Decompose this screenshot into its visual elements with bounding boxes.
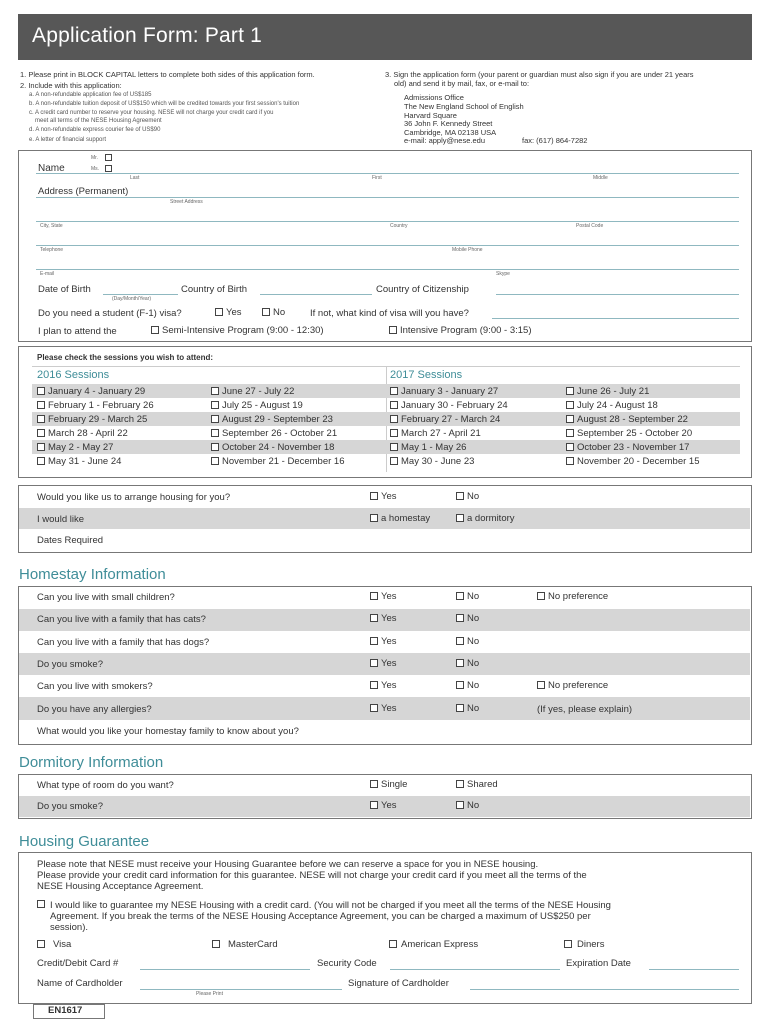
session-checkbox[interactable] — [211, 429, 219, 437]
other-visa-field[interactable] — [492, 318, 739, 319]
homestay-yes-label: Yes — [381, 613, 397, 625]
housing-yes-checkbox[interactable] — [370, 492, 378, 500]
mastercard-option[interactable] — [212, 939, 278, 950]
session-dates-label: January 30 - February 24 — [401, 400, 508, 411]
homestay-question: Can you live with a family that has dogs? — [37, 636, 210, 648]
guarantee-statement-1: I would like to guarantee my NESE Housing with a credit card. (You will not be charged if you meet all the terms of the NESE Housing — [50, 900, 611, 911]
street-address-hint: Street Address — [170, 199, 203, 205]
country-of-birth-label: Country of Birth — [181, 284, 247, 295]
homestay-yes-option[interactable] — [370, 591, 397, 602]
session-dates-label: June 27 - July 22 — [222, 386, 295, 397]
session-option-2017[interactable] — [566, 442, 689, 453]
homestay-question: Can you live with smokers? — [37, 681, 153, 693]
homestay-yes-checkbox[interactable] — [370, 704, 378, 712]
visa-no-checkbox[interactable] — [262, 308, 270, 316]
housing-no-option[interactable] — [456, 491, 479, 502]
homestay-yes-option[interactable] — [370, 613, 397, 624]
shared-room-label: Shared — [467, 779, 498, 790]
intensive-option[interactable] — [389, 325, 531, 336]
homestay-no-checkbox[interactable] — [456, 614, 464, 622]
guarantee-note-3: NESE Housing Acceptance Agreement. — [37, 881, 204, 892]
session-dates-label: January 3 - January 27 — [401, 386, 499, 397]
instruction-2b: b. A non-refundable tuition deposit of US$150 which will be credited towards your first session's tuition — [29, 101, 300, 107]
amex-label: American Express — [401, 939, 479, 950]
session-dates-label: May 31 - June 24 — [48, 456, 122, 467]
homestay-yes-option[interactable] — [370, 658, 397, 669]
citizenship-label: Country of Citizenship — [376, 284, 469, 295]
instruction-3: 3. Sign the application form (your parent or guardian must also sign if you are under 21 years — [385, 70, 694, 79]
session-dates-label: July 25 - August 19 — [222, 400, 303, 411]
dates-required-label: Dates Required — [37, 535, 104, 546]
contact-fax: fax: (617) 864-7282 — [522, 136, 588, 145]
session-option-2017[interactable] — [390, 442, 466, 453]
address-line-5: Cambridge, MA 02138 USA — [404, 128, 497, 137]
session-option-2016[interactable] — [211, 414, 333, 425]
name-field[interactable] — [36, 173, 739, 174]
homestay-yes-checkbox[interactable] — [370, 614, 378, 622]
guarantee-title: Housing Guarantee — [19, 833, 150, 850]
last-name-hint: Last — [130, 175, 140, 181]
session-checkbox[interactable] — [566, 415, 574, 423]
diners-checkbox[interactable] — [564, 940, 572, 948]
session-option-2016[interactable] — [211, 456, 345, 467]
instruction-2a: a. A non-refundable application fee of US$185 — [29, 92, 152, 98]
session-dates-label: July 24 - August 18 — [577, 400, 658, 411]
session-checkbox[interactable] — [37, 429, 45, 437]
session-option-2017[interactable] — [566, 400, 658, 411]
session-dates-label: May 30 - June 23 — [401, 456, 475, 467]
sessions-2017-title: 2017 Sessions — [390, 369, 463, 381]
intensive-label: Intensive Program (9:00 - 3:15) — [400, 325, 532, 336]
visa-no-label: No — [273, 307, 286, 318]
email-skype-field[interactable] — [36, 269, 739, 270]
homestay-option[interactable] — [370, 513, 430, 524]
homestay-no-option[interactable] — [456, 636, 479, 647]
homestay-yes-label: Yes — [381, 702, 397, 714]
form-code: EN1617 — [48, 1005, 83, 1016]
card-number-field[interactable] — [140, 969, 310, 970]
homestay-yes-label: Yes — [381, 635, 397, 647]
session-option-2017[interactable] — [390, 386, 498, 397]
homestay-no-checkbox[interactable] — [456, 659, 464, 667]
homestay-no-preference-checkbox[interactable] — [537, 592, 545, 600]
city-state-hint: City, State — [40, 223, 63, 229]
session-dates-label: February 29 - March 25 — [48, 414, 148, 425]
form-header — [18, 14, 752, 60]
intensive-checkbox[interactable] — [389, 326, 397, 334]
homestay-yes-checkbox[interactable] — [370, 681, 378, 689]
homestay-no-option[interactable] — [456, 658, 479, 669]
session-option-2016[interactable] — [211, 386, 294, 397]
please-print-hint: Please Print — [196, 991, 223, 997]
dorm-smoke-yes-option[interactable] — [370, 800, 397, 811]
visa-question: Do you need a student (F-1) visa? — [38, 308, 182, 319]
instruction-2c: c. A credit card number to reserve your housing. NESE will not charge your credit card if you — [29, 110, 274, 116]
session-option-2017[interactable] — [566, 414, 688, 425]
session-checkbox[interactable] — [211, 443, 219, 451]
session-option-2017[interactable] — [390, 414, 500, 425]
session-checkbox[interactable] — [390, 457, 398, 465]
session-option-2016[interactable] — [37, 456, 121, 467]
semi-intensive-option[interactable] — [151, 325, 324, 336]
session-checkbox[interactable] — [390, 443, 398, 451]
session-checkbox[interactable] — [390, 429, 398, 437]
homestay-yes-checkbox[interactable] — [370, 659, 378, 667]
session-checkbox[interactable] — [37, 443, 45, 451]
homestay-question: Can you live with small children? — [37, 592, 175, 603]
guarantee-statement-3: session). — [50, 922, 89, 933]
homestay-no-label: No — [467, 702, 480, 714]
visa-yes-label: Yes — [226, 307, 242, 318]
other-visa-label: If not, what kind of visa will you have? — [310, 308, 469, 319]
session-checkbox[interactable] — [566, 387, 574, 395]
homestay-no-preference-label: No preference — [548, 591, 609, 602]
session-option-2016[interactable] — [37, 414, 147, 425]
visa-card-option[interactable] — [37, 939, 71, 950]
homestay-no-option[interactable] — [456, 613, 479, 624]
homestay-yes-option[interactable] — [370, 703, 397, 714]
homestay-no-option[interactable] — [456, 703, 479, 714]
dorm-smoke-no-label: No — [467, 800, 480, 811]
guarantee-note-2: Please provide your credit card information for this guarantee. NESE will not charge your credit card if you meet all the terms of the — [37, 870, 587, 881]
session-checkbox[interactable] — [37, 401, 45, 409]
homestay-no-option[interactable] — [456, 680, 479, 691]
session-dates-label: March 28 - April 22 — [48, 428, 128, 439]
city-country-field[interactable] — [36, 221, 739, 222]
homestay-yes-option[interactable] — [370, 636, 397, 647]
dormitory-title: Dormitory Information — [19, 754, 164, 771]
session-option-2016[interactable] — [211, 400, 303, 411]
allergies-explain-label: (If yes, please explain) — [537, 703, 633, 715]
session-dates-label: October 23 - November 17 — [577, 442, 690, 453]
instruction-1: 1. Please print in BLOCK CAPITAL letters to complete both sides of this application form. — [20, 70, 315, 79]
homestay-label: a homestay — [381, 513, 431, 524]
session-option-2016[interactable] — [37, 442, 113, 453]
session-dates-label: January 4 - January 29 — [48, 386, 146, 397]
phone-field[interactable] — [36, 245, 739, 246]
dorm-smoke-no-checkbox[interactable] — [456, 801, 464, 809]
contact-email: e-mail: apply@nese.edu — [404, 136, 485, 145]
dorm-smoke-no-option[interactable] — [456, 800, 479, 811]
session-option-2016[interactable] — [37, 428, 128, 439]
shared-room-checkbox[interactable] — [456, 780, 464, 788]
citizenship-field[interactable] — [496, 294, 739, 295]
semi-intensive-checkbox[interactable] — [151, 326, 159, 334]
visa-yes-option[interactable] — [215, 307, 242, 318]
street-address-field[interactable] — [36, 197, 739, 198]
security-code-field[interactable] — [390, 969, 560, 970]
address-line-3: Harvard Square — [404, 111, 457, 120]
session-dates-label: September 25 - October 20 — [577, 428, 693, 439]
session-dates-label: August 29 - September 23 — [222, 414, 333, 425]
homestay-yes-checkbox[interactable] — [370, 592, 378, 600]
session-option-2016[interactable] — [37, 400, 154, 411]
session-dates-label: November 20 - December 15 — [577, 456, 700, 467]
homestay-note-question: What would you like your homestay family to know about you? — [37, 726, 299, 737]
diners-label: Diners — [577, 939, 605, 950]
expiration-date-field[interactable] — [649, 969, 739, 970]
session-checkbox[interactable] — [390, 415, 398, 423]
session-checkbox[interactable] — [566, 401, 574, 409]
dormitory-checkbox[interactable] — [456, 514, 464, 522]
session-checkbox[interactable] — [211, 415, 219, 423]
expiration-date-label: Expiration Date — [566, 958, 631, 969]
session-checkbox[interactable] — [37, 457, 45, 465]
session-checkbox[interactable] — [566, 457, 574, 465]
page-title: Application Form: Part 1 — [32, 24, 263, 47]
session-option-2016[interactable] — [211, 442, 334, 453]
name-label: Name — [38, 163, 65, 174]
instruction-2e: e. A letter of financial support — [29, 137, 107, 143]
housing-no-label: No — [467, 491, 480, 502]
country-hint: Country — [390, 223, 408, 229]
homestay-no-option[interactable] — [456, 591, 479, 602]
session-checkbox[interactable] — [211, 457, 219, 465]
dormitory-option[interactable] — [456, 513, 515, 524]
mr-checkbox[interactable] — [105, 154, 112, 161]
homestay-no-preference-option[interactable] — [537, 680, 608, 691]
plan-label: I plan to attend the — [38, 326, 117, 337]
amex-option[interactable] — [389, 939, 478, 950]
sessions-heading: Please check the sessions you wish to attend: — [37, 353, 214, 362]
single-room-checkbox[interactable] — [370, 780, 378, 788]
telephone-hint: Telephone — [40, 247, 64, 253]
session-checkbox[interactable] — [390, 387, 398, 395]
shared-room-option[interactable] — [456, 779, 498, 790]
mastercard-label: MasterCard — [228, 939, 278, 950]
address-line-4: 36 John F. Kennedy Street — [404, 119, 493, 128]
session-checkbox[interactable] — [211, 401, 219, 409]
session-dates-label: May 2 - May 27 — [48, 442, 114, 453]
skype-hint: Skype — [496, 271, 510, 277]
homestay-yes-label: Yes — [381, 680, 397, 692]
session-dates-label: May 1 - May 26 — [401, 442, 467, 453]
session-checkbox[interactable] — [37, 387, 45, 395]
session-dates-label: February 1 - February 26 — [48, 400, 154, 411]
dorm-smoke-yes-checkbox[interactable] — [370, 801, 378, 809]
ms-label: Ms. — [91, 166, 100, 172]
guarantee-checkbox[interactable] — [37, 900, 45, 908]
homestay-no-label: No — [467, 591, 480, 602]
country-of-birth-field[interactable] — [260, 294, 372, 295]
homestay-no-label: No — [467, 657, 480, 669]
visa-card-checkbox[interactable] — [37, 940, 45, 948]
homestay-question: Can you live with a family that has cats? — [37, 614, 206, 626]
single-room-option[interactable] — [370, 779, 407, 790]
room-type-question: What type of room do you want? — [37, 780, 174, 791]
instruction-3-cont: old) and send it by mail, fax, or e-mail to: — [394, 79, 530, 88]
dob-hint: (Day/Month/Year) — [112, 296, 151, 302]
homestay-no-checkbox[interactable] — [456, 704, 464, 712]
visa-yes-checkbox[interactable] — [215, 308, 223, 316]
dob-label: Date of Birth — [38, 284, 91, 295]
instruction-2d: d. A non-refundable express courier fee of US$90 — [29, 127, 161, 133]
session-dates-label: March 27 - April 21 — [401, 428, 481, 439]
homestay-no-preference-checkbox[interactable] — [537, 681, 545, 689]
guarantee-statement-2: Agreement. If you break the terms of the NESE Housing Acceptance Agreement, you can be charged a maximum of US$250 per — [50, 911, 591, 922]
visa-no-option[interactable] — [262, 307, 285, 318]
instruction-2c-cont: meet all terms of the NESE Housing Agreement — [35, 118, 162, 124]
homestay-no-label: No — [467, 680, 480, 692]
signature-field[interactable] — [470, 989, 739, 990]
mr-label: Mr. — [91, 155, 98, 161]
homestay-no-checkbox[interactable] — [456, 681, 464, 689]
homestay-checkbox[interactable] — [370, 514, 378, 522]
diners-option[interactable] — [564, 939, 604, 950]
mobile-phone-hint: Mobile Phone — [452, 247, 483, 253]
session-dates-label: June 26 - July 21 — [577, 386, 650, 397]
session-checkbox[interactable] — [37, 415, 45, 423]
postal-code-hint: Postal Code — [576, 223, 604, 229]
session-option-2017[interactable] — [566, 456, 700, 467]
session-dates-label: November 21 - December 16 — [222, 456, 345, 467]
housing-yes-option[interactable] — [370, 491, 397, 502]
homestay-question: Do you have any allergies? — [37, 703, 152, 715]
amex-checkbox[interactable] — [389, 940, 397, 948]
session-option-2017[interactable] — [390, 400, 508, 411]
homestay-yes-option[interactable] — [370, 680, 397, 691]
homestay-no-checkbox[interactable] — [456, 592, 464, 600]
address-line-2: The New England School of English — [404, 102, 524, 111]
session-dates-label: September 26 - October 21 — [222, 428, 338, 439]
instruction-2: 2. Include with this application: — [20, 81, 122, 90]
homestay-no-checkbox[interactable] — [456, 637, 464, 645]
sessions-2016-title: 2016 Sessions — [37, 369, 110, 381]
homestay-no-label: No — [467, 635, 480, 647]
first-name-hint: First — [372, 175, 382, 181]
homestay-yes-label: Yes — [381, 591, 397, 602]
dob-field[interactable] — [103, 294, 178, 295]
ms-checkbox[interactable] — [105, 165, 112, 172]
session-option-2016[interactable] — [37, 386, 145, 397]
homestay-yes-label: Yes — [381, 657, 397, 669]
session-option-2016[interactable] — [211, 428, 337, 439]
middle-name-hint: Middle — [593, 175, 608, 181]
address-label: Address (Permanent) — [38, 186, 129, 197]
homestay-title: Homestay Information — [19, 566, 166, 583]
single-room-label: Single — [381, 779, 408, 790]
housing-type-label: I would like — [37, 514, 84, 525]
session-checkbox[interactable] — [211, 387, 219, 395]
mastercard-checkbox[interactable] — [212, 940, 220, 948]
visa-card-label: Visa — [53, 939, 72, 950]
session-dates-label: February 27 - March 24 — [401, 414, 501, 425]
session-dates-label: August 28 - September 22 — [577, 414, 688, 425]
session-option-2017[interactable] — [390, 428, 481, 439]
dorm-smoke-yes-label: Yes — [381, 800, 397, 811]
email-hint: E-mail — [40, 271, 55, 277]
session-checkbox[interactable] — [390, 401, 398, 409]
housing-yes-label: Yes — [381, 491, 397, 502]
session-option-2017[interactable] — [390, 456, 474, 467]
security-code-label: Security Code — [317, 958, 377, 969]
cardholder-name-label: Name of Cardholder — [37, 978, 123, 989]
signature-label: Signature of Cardholder — [348, 978, 449, 989]
card-number-label: Credit/Debit Card # — [37, 958, 119, 969]
homestay-no-preference-label: No preference — [548, 680, 609, 692]
semi-intensive-label: Semi-Intensive Program (9:00 - 12:30) — [162, 325, 324, 336]
session-option-2017[interactable] — [566, 386, 649, 397]
dormitory-label: a dormitory — [467, 513, 515, 524]
homestay-question: Do you smoke? — [37, 658, 104, 670]
session-checkbox[interactable] — [566, 429, 574, 437]
session-option-2017[interactable] — [566, 428, 692, 439]
housing-no-checkbox[interactable] — [456, 492, 464, 500]
housing-question: Would you like us to arrange housing for you? — [37, 492, 231, 503]
dorm-smoke-question: Do you smoke? — [37, 801, 104, 812]
cardholder-name-field[interactable] — [140, 989, 342, 990]
allergies-explain-option[interactable] — [537, 704, 632, 715]
homestay-yes-checkbox[interactable] — [370, 637, 378, 645]
homestay-no-label: No — [467, 613, 480, 625]
guarantee-note-1: Please note that NESE must receive your Housing Guarantee before we can reserve a space for you in NESE housing. — [37, 859, 539, 870]
address-line-1: Admissions Office — [404, 93, 464, 102]
session-dates-label: October 24 - November 18 — [222, 442, 335, 453]
session-checkbox[interactable] — [566, 443, 574, 451]
homestay-no-preference-option[interactable] — [537, 591, 608, 602]
